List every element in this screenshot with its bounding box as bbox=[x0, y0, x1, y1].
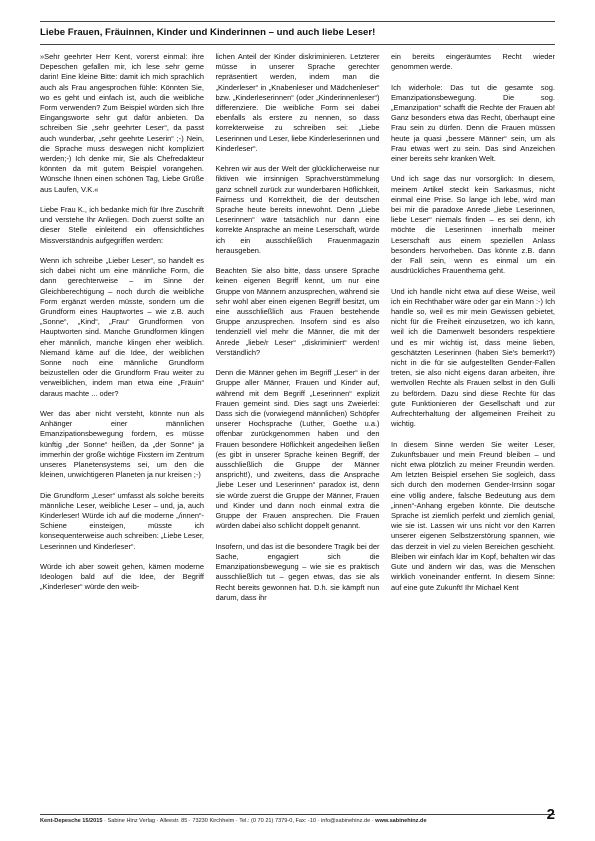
paragraph: Die Grundform „Leser“ umfasst als solche bereits männliche Leser, weibliche Leser – und, ja, auch Kinderleser! Würde ich auf die moderne „/innen“-Schiene einsteigen, müsste ich konsequenterweise auch schreiben: „Liebe Leser, Leserinnen und Kinderleser“. bbox=[40, 490, 204, 551]
paragraph: Wer das aber nicht versteht, könnte nun als Anhänger einer männlichen Emanzipationsbewegung fordern, es müsse künftig „der Sonne“ heißen, da „der Sonne“ ja immerhin der große wichtige Fixstern im Zentrum unseres Planetensystems sei, um den die kleinen, unwichtigeren Planeten ja nur kreisen ;-) bbox=[40, 409, 204, 480]
paragraph: lichen Anteil der Kinder diskriminieren. Letzterer müsse in unserer Sprache gerechter repräsentiert werden, indem man die „Kinderleser“ in „Knabenleser und Mädchenleser“ bzw. „Kinderleserinnen“ (oder „Kinderinnenleser“) differenziere. Die weibliche Form sei dabei ebenfalls als erstere zu nennen, so dass korrekterweise zu schreiben sei: „Liebe Leserinnen und Leser, liebe Kinderleserinnen und Kinderleser“. bbox=[215, 52, 380, 153]
paragraph: Wenn ich schreibe „Lieber Leser“, so handelt es sich dabei nicht um eine männliche Form, die dann gerechterweise – im Sinne der Gleichberechtigung – noch durch die weibliche Form ergänzt werden müsste, sondern um die Grundform eines Hauptwortes – wie z.B. auch „Sonne“, „Kind“, „Frau“ Grundformen von Hauptworten sind. Manche Grundformen klingen eher männlich, manche klingen eher weiblich. Niemand käme auf die Idee, der weiblichen Sonne noch eine männliche Grundform beizustellen oder die Grundform Frau weiter zu verweiblichen, indem man etwa eine „Fräuin“ daraus machte ... oder? bbox=[40, 256, 204, 398]
text-column-1 bbox=[40, 52, 204, 808]
footer-rule bbox=[40, 814, 555, 815]
paragraph: Und ich handle nicht etwa auf diese Weise, weil ich ein Rechthaber wäre oder gar ein Mann :-) Ich handle so, weil es mir mein Gewissen gebietet, nicht für die Freiheit einzusetzen, wo ich kann, weil ich die Damenwelt besonders respektiere und es mir wichtig ist, dass meine lieben, geschätzten Leserinnen (haben Sie's bemerkt?) nicht in die für sie aufgestellten Gender-Fallen treten, sie also nicht eigens daran arbeiten, ihre wertvollen Rechte als Frauen selbst in den Gulli zu befördern. Dazu sind diese Rechte für das gute Funktionieren der Gesellschaft und zur Aufrechterhaltung der allgemeinen Freiheit zu wichtig. bbox=[391, 286, 555, 429]
paragraph: ein bereits eingeräumtes Recht wieder genommen werde. bbox=[391, 52, 555, 72]
page-footer bbox=[40, 818, 540, 824]
text-column-2 bbox=[216, 52, 380, 808]
text-column-3 bbox=[391, 52, 555, 808]
paragraph: Beachten Sie also bitte, dass unsere Sprache keinen eigenen Begriff kennt, um nur eine Gruppe von Männern anzusprechen, während sie sehr wohl aber einen eigenen Begriff besitzt, um eine ausschließlich aus Frauen bestehende Gruppe anzusprechen. Insofern sind es also tendenziell viel mehr die Männer, die mit der Anrede „liebe/r Leser“ „diskriminiert“ werden! Verständlich? bbox=[215, 266, 380, 357]
paragraph: Kehren wir aus der Welt der glücklicherweise nur fiktiven wie irrsinnigen Sprachverstümmelung ganz schnell zurück zur wunderbaren Höflichkeit, Fairness und Korrektheit, die der deutschen Sprache heute bereits innewohnt. Denn „Liebe Leserinnen“ wäre tatsächlich nur dann eine korrekte Ansprache an meine Leserschaft, würde ich ein ausschließlich Frauenmagazin herausgeben. bbox=[215, 164, 380, 255]
article-title: Liebe Frauen, Fräuinnen, Kinder und Kinderinnen – und auch liebe Leser! bbox=[40, 27, 376, 38]
paragraph: Liebe Frau K., ich bedanke mich für Ihre Zuschrift und verstehe Ihr Anliegen. Doch zuerst sollte an dieser Stelle einleitend ein offensichtliches Missverständnis aufgegriffen werden: bbox=[40, 205, 204, 245]
paragraph: Ich widerhole: Das tut die gesamte sog. Emanzipationsbewegung. Die sog. „Emanzipation“ schafft die Rechte der Frauen ab! Ganz besonders etwa das Recht, überhaupt eine Frau sein zu dürfen. Denn die Frauen müssen heute ja quasi „bessere Männer“ sein, um als Frau etwas wert zu sein. Das sind Anzeichen einer bereits sehr kranken Welt. bbox=[391, 82, 555, 164]
paragraph: In diesem Sinne werden Sie weiter Leser, Zukunftsbauer und mein Freund bleiben – und nicht etwa plötzlich zu meiner Freundin werden. Am letzten Beispiel ersehen Sie sogleich, dass sich durch den modernen Gender-Irrsinn sogar eine völlig andere, falsche Bedeutung aus dem „innen“-Anhang ergeben könnte. Die deutsche Sprache ist ziemlich perfekt und ziemlich genial, wie sie ist. Lassen wir uns nicht vor den Karren unserer eigenen Selbstzerstörung spannen, wie das derzeit in viel zu vielen Bereichen geschieht. Bleiben wir einfach klar im Kopf, behalten wir das Gute und ändern wir das, was die Menschen wirklich voneinander entfernt. In diesem Sinne: auf eine gute Zukunft! Ihr Michael Kent bbox=[391, 439, 555, 592]
paragraph: Würde ich aber soweit gehen, kämen moderne Ideologen bald auf die Idee, der Begriff „Kinderleser“ würde den weib- bbox=[40, 562, 204, 592]
paragraph: Und ich sage das nur vorsorglich: In diesem, meinem Artikel steckt kein Sarkasmus, nicht einmal eine Prise. So lange ich lebe, wird man bei mir die paradoxe Anrede „liebe Leserinnen, liebe Leser“ niemals finden – es sei denn, ich möchte die Leserinnen innerhalb meiner Leserschaft aus einem speziellen Anlass besonders hervorheben. Das könnte z.B. dann der Fall sein, wenn es einmal um ein ausdrückliches Frauenthema geht. bbox=[391, 174, 555, 276]
publisher-details: · Sabine Hinz Verlag · Alleestr. 85 · 73230 Kirchheim · Tel.: (0 70 21) 7379-0, Fax: -10 · info@sabinehinz.de · bbox=[102, 818, 376, 824]
paragraph: Insofern, und das ist die besondere Tragik bei der Sache, engagiert sich die Emanzipationsbewegung – wie sie es praktisch ausschließlich tut – gegen etwas, das sie als Recht bereits gewonnen hat. D.h. sie kämpft nun darum, dass ihr bbox=[215, 541, 380, 602]
paragraph: »Sehr geehrter Herr Kent, vorerst einmal: ihre Depeschen gefallen mir, ich lese sehr gerne darin! Eine kleine Bitte: damit ich mich sprachlich auch als Frau angesprochen fühle: Könnten Sie, wo es geht und einfach ist, auch die weibliche Form verwenden? Zum Beispiel würden sich Ihre Eingangsworte sehr gut dafür anbieten. Da schreiben Sie „sehr geehrter Leser“, da passt auch wunderbar, „sehr geehrte Leserin“ ;-) Nein, die Sprache muss deswegen nicht kompliziert werden;-) Ich denke mir, Sie als Chefredakteur könnten da mit gutem Beispiel vorangehen. Wünsche Ihnen einen schönen Tag, Liebe Grüße aus Laufen, V.K.« bbox=[40, 52, 204, 194]
page-number: 2 bbox=[546, 806, 555, 823]
website-link[interactable]: www.sabinehinz.de bbox=[375, 818, 427, 824]
header-rule-top bbox=[40, 21, 555, 22]
paragraph: Denn die Männer gehen im Begriff „Leser“ in der Gruppe aller Männer, Frauen und Kinder auf, während mit dem Begriff „Leserinnen“ explizit Frauen gemeint sind. Dies sagt uns Zweierlei: Dass sich die (vorwiegend männlichen) Schöpfer unserer Hochsprache (Luther, Goethe u.a.) offenbar zurückgenommen haben und den Frauen besondere Höflichkeit angedeihen ließen (es gibt in unserer Sprache keinen Begriff, der ausschließlich die Gruppe der Männer anspricht!), und zweitens, dass die Ansprache „liebe Leser und Leserinnen“ paradox ist, denn sie würde zuerst die Gruppe der Männer, Frauen und Kinder und dann noch einmal extra die Gruppe der Frauen ansprechen. Die Frauen würden dabei also schlicht doppelt genannt. bbox=[215, 368, 380, 531]
article-body bbox=[40, 52, 555, 808]
publication-name: Kent-Depesche 15/2015 bbox=[40, 818, 103, 824]
header-rule-bottom bbox=[40, 44, 555, 45]
